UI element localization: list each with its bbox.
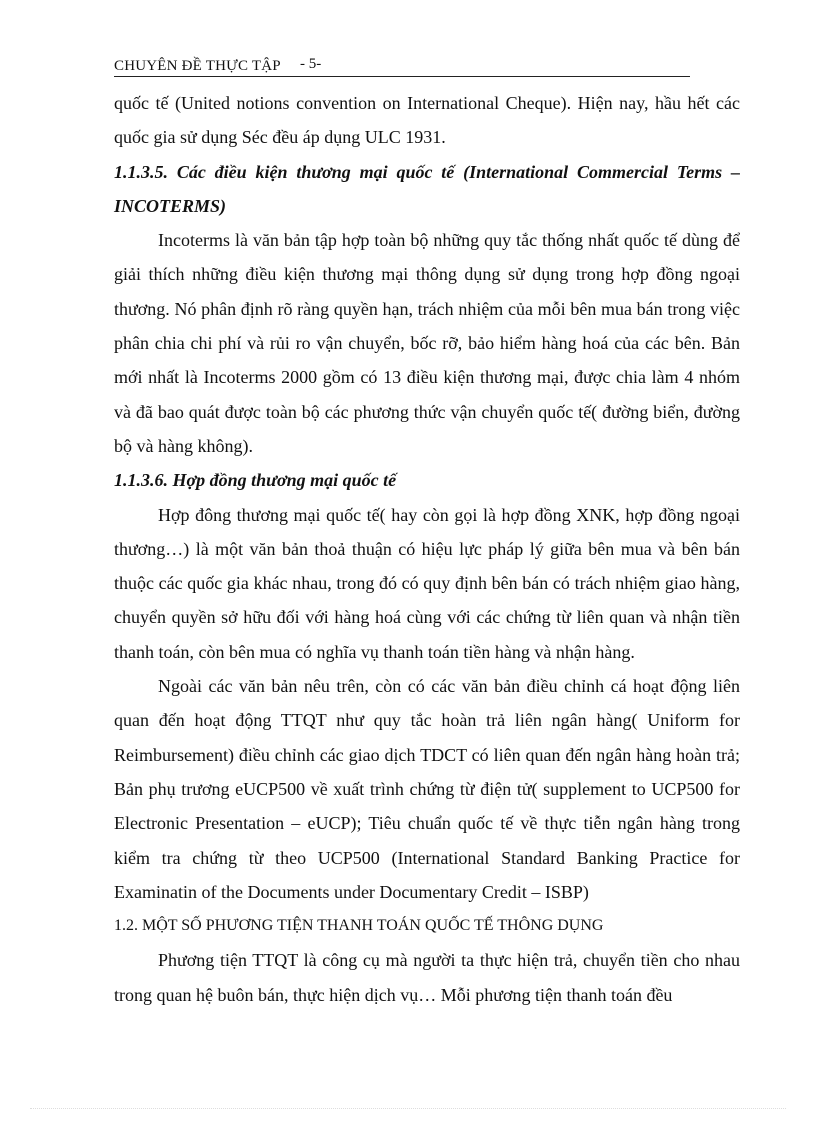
heading-trade-contract: 1.1.3.6. Hợp đồng thương mại quốc tế bbox=[114, 470, 397, 491]
paragraph-payment-instruments: Phương tiện TTQT là công cụ mà người ta thực hiện trả, chuyển tiền cho nhau trong quan hệ buôn bán, thực hiện dịch vụ… Mỗi phương tiện thanh toán đều bbox=[114, 950, 740, 1005]
paragraph-trade-contract: Hợp đông thương mại quốc tế( hay còn gọi là hợp đồng XNK, hợp đồng ngoại thương…) là một văn bản thoả thuận có hiệu lực pháp lý giữa bên mua và bên bán thuộc các quốc gia khác nhau, trong đó có quy định bên bán có trách nhiệm giao hàng, chuyển quyền sở hữu đối với hàng hoá cùng với các chứng từ liên quan và nhận tiền thanh toán, còn bên mua có nghĩa vụ thanh toán tiền hàng và nhận hàng. bbox=[114, 504, 740, 662]
heading-incoterms: 1.1.3.5. Các điều kiện thương mại quốc tế (International Commercial Terms – INCOTERMS) bbox=[114, 161, 740, 216]
page-number: - 5- bbox=[300, 56, 322, 72]
paragraph-continuation: quốc tế (United notions convention on International Cheque). Hiện nay, hầu hết các quốc gia sử dụng Séc đều áp dụng ULC 1931. bbox=[114, 93, 740, 148]
heading-payment-instruments: 1.2. MỘT SỐ PHƯƠNG TIỆN THANH TOÁN QUỐC TẾ THÔNG DỤNG bbox=[114, 917, 604, 935]
document-body bbox=[114, 86, 740, 1012]
page-header bbox=[114, 54, 690, 77]
paragraph-incoterms: Incoterms là văn bản tập hợp toàn bộ những quy tắc thống nhất quốc tế dùng để giải thích những điều kiện thương mại thông dụng sử dụng trong hợp đồng ngoại thương. Nó phân định rõ ràng quyền hạn, trách nhiệm của mỗi bên mua bán trong việc phân chia chi phí và rủi ro vận chuyển, bốc rỡ, bảo hiểm hàng hoá của các bên. Bản mới nhất là Incoterms 2000 gồm có 13 điều kiện thương mại, được chia làm 4 nhóm và đã bao quát được toàn bộ các phương thức vận chuyển quốc tế( đường biển, đường bộ và hàng không). bbox=[114, 230, 740, 456]
paragraph-other-documents: Ngoài các văn bản nêu trên, còn có các văn bản điều chỉnh cá hoạt động liên quan đến hoạt động TTQT như quy tắc hoàn trả liên ngân hàng( Uniform for Reimbursement) điều chỉnh các giao dịch TDCT có liên quan đến ngân hàng hoàn trả; Bản phụ trương eUCP500 về xuất trình chứng từ điện tử( supplement to UCP500 for Electronic Presentation – eUCP); Tiêu chuẩn quốc tế về thực tiễn ngân hàng trong kiểm tra chứng từ theo UCP500 (International Standard Banking Practice for Examinatin of the Documents under Documentary Credit – ISBP) bbox=[114, 676, 740, 902]
header-title: CHUYÊN ĐỀ THỰC TẬP bbox=[114, 58, 281, 74]
page-bottom-divider bbox=[30, 1108, 786, 1109]
